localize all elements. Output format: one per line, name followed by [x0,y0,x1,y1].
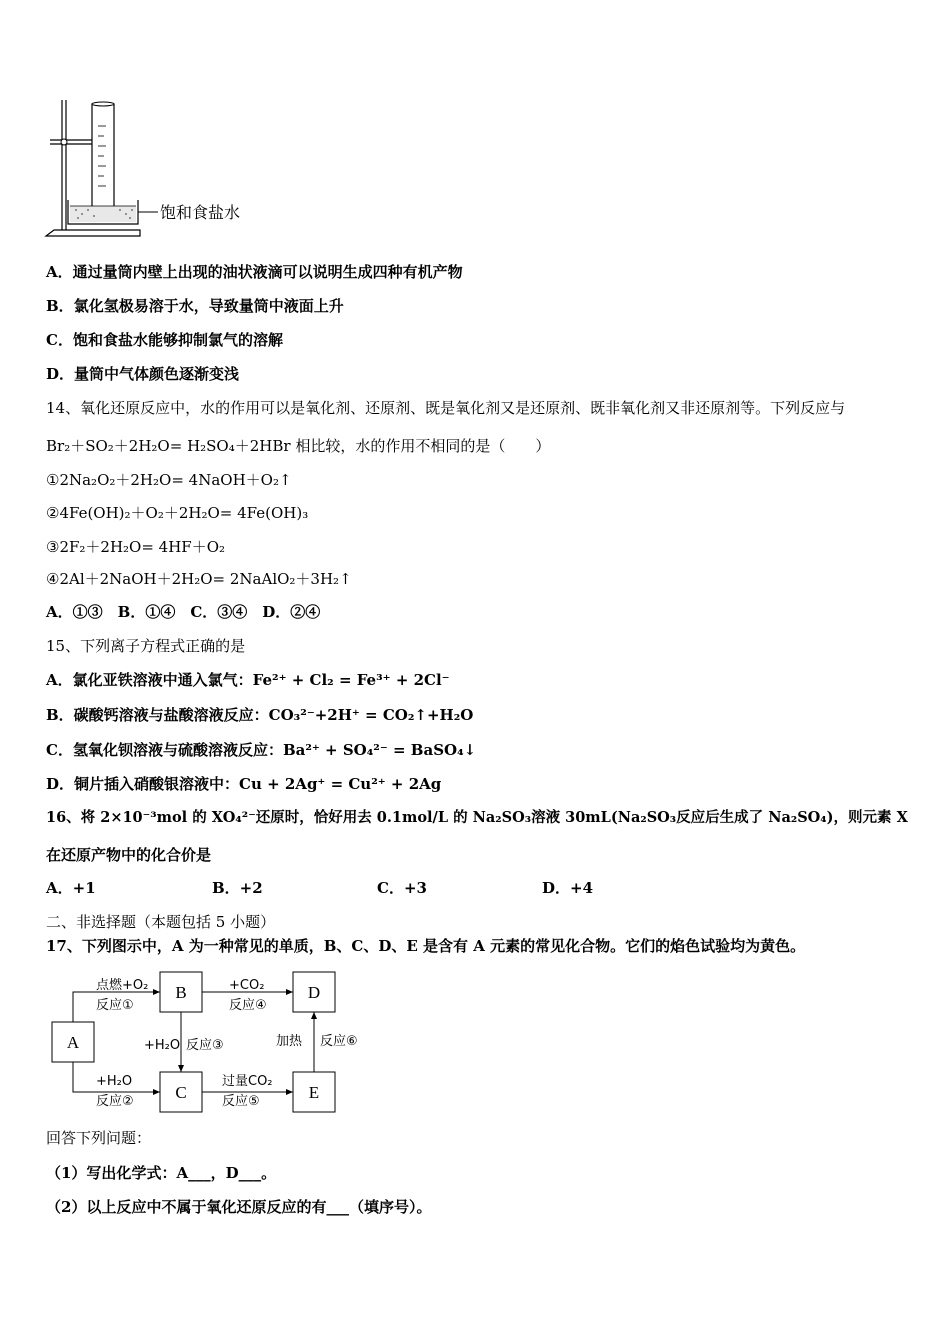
q15-option-a: A．氯化亚铁溶液中通入氯气：Fe²⁺ + Cl₂ = Fe³⁺ + 2Cl⁻ [46,671,450,689]
q14-stem-line1: 14、氧化还原反应中，水的作用可以是氧化剂、还原剂、既是氧化剂又是还原剂、既非氧化剂又非还原剂等。下列反应与 [46,399,846,417]
apparatus-figure [40,96,270,246]
r2-label: 反应② [96,1094,134,1109]
q15-option-c: C．氢氧化钡溶液与硫酸溶液反应：Ba²⁺ + SO₄²⁻ = BaSO₄↓ [46,741,477,759]
q14-stem-line2: Br₂＋SO₂＋2H₂O= H₂SO₄＋2HBr 相比较，水的作用不相同的是（ ） [46,437,551,455]
r4-condition: +CO₂ [229,978,265,993]
q17-sub1: （1）写出化学式：A___，D___。 [46,1164,277,1182]
q16-option-b: B．+2 [212,879,263,897]
q17-sub2: （2）以上反应中不属于氧化还原反应的有___（填序号）。 [46,1198,432,1216]
r4-label: 反应④ [229,998,267,1013]
q16-stem-line1: 16、将 2×10⁻³mol 的 XO₄²⁻还原时，恰好用去 0.1mol/L 的 Na₂SO₃溶液 30mL(Na₂SO₃反应后生成了 Na₂SO₄)，则元素 X [46,809,908,826]
r3-label: 反应③ [186,1038,224,1053]
r1-condition: 点燃+O₂ [96,978,149,993]
q14-item-1: ①2Na₂O₂＋2H₂O= 4NaOH＋O₂↑ [46,471,292,489]
q14-item-4: ④2Al＋2NaOH＋2H₂O= 2NaAlO₂＋3H₂↑ [46,570,352,588]
node-c: C [175,1083,187,1102]
q13-option-a: A．通过量筒内壁上出现的油状液滴可以说明生成四种有机产物 [46,263,463,281]
node-b: B [175,983,187,1002]
q15-stem: 15、下列离子方程式正确的是 [46,637,246,655]
q14-item-2: ②4Fe(OH)₂＋O₂＋2H₂O= 4Fe(OH)₃ [46,504,309,522]
node-e: E [308,1083,320,1102]
r1-label: 反应① [96,998,134,1013]
q16-option-a: A．+1 [46,879,96,897]
q17-stem: 17、下列图示中，A 为一种常见的单质，B、C、D、E 是含有 A 元素的常见化合物。它们的焰色试验均为黄色。 [46,937,806,955]
r5-condition: 过量CO₂ [222,1074,273,1089]
r3-condition: +H₂O [144,1038,181,1053]
apparatus-label: 饱和食盐水 [160,203,241,222]
q17-prompt: 回答下列问题： [46,1129,152,1147]
q13-option-b: B．氯化氢极易溶于水，导致量筒中液面上升 [46,297,344,315]
node-d: D [307,983,321,1002]
q13-option-d: D．量筒中气体颜色逐渐变浅 [46,365,240,383]
r5-label: 反应⑤ [222,1094,260,1109]
q16-stem-line2: 在还原产物中的化合价是 [46,846,212,864]
q16-option-c: C．+3 [377,879,427,897]
q13-option-c: C．饱和食盐水能够抑制氯气的溶解 [46,331,283,349]
r6-condition: 加热 [276,1034,303,1049]
q16-option-d: D．+4 [542,879,594,897]
q15-option-d: D．铜片插入硝酸银溶液中：Cu + 2Ag⁺ = Cu²⁺ + 2Ag [46,775,442,793]
node-a: A [66,1033,80,1052]
section-title: 二、非选择题（本题包括 5 小题） [46,913,276,931]
q15-option-b: B．碳酸钙溶液与盐酸溶液反应：CO₃²⁻+2H⁺ = CO₂↑+H₂O [46,706,474,724]
flow-diagram [44,965,384,1120]
r2-condition: +H₂O [96,1074,133,1089]
q14-answer-options: A．①③ B．①④ C．③④ D．②④ [46,603,321,621]
r6-label: 反应⑥ [320,1034,358,1049]
q14-item-3: ③2F₂＋2H₂O= 4HF＋O₂ [46,538,226,556]
